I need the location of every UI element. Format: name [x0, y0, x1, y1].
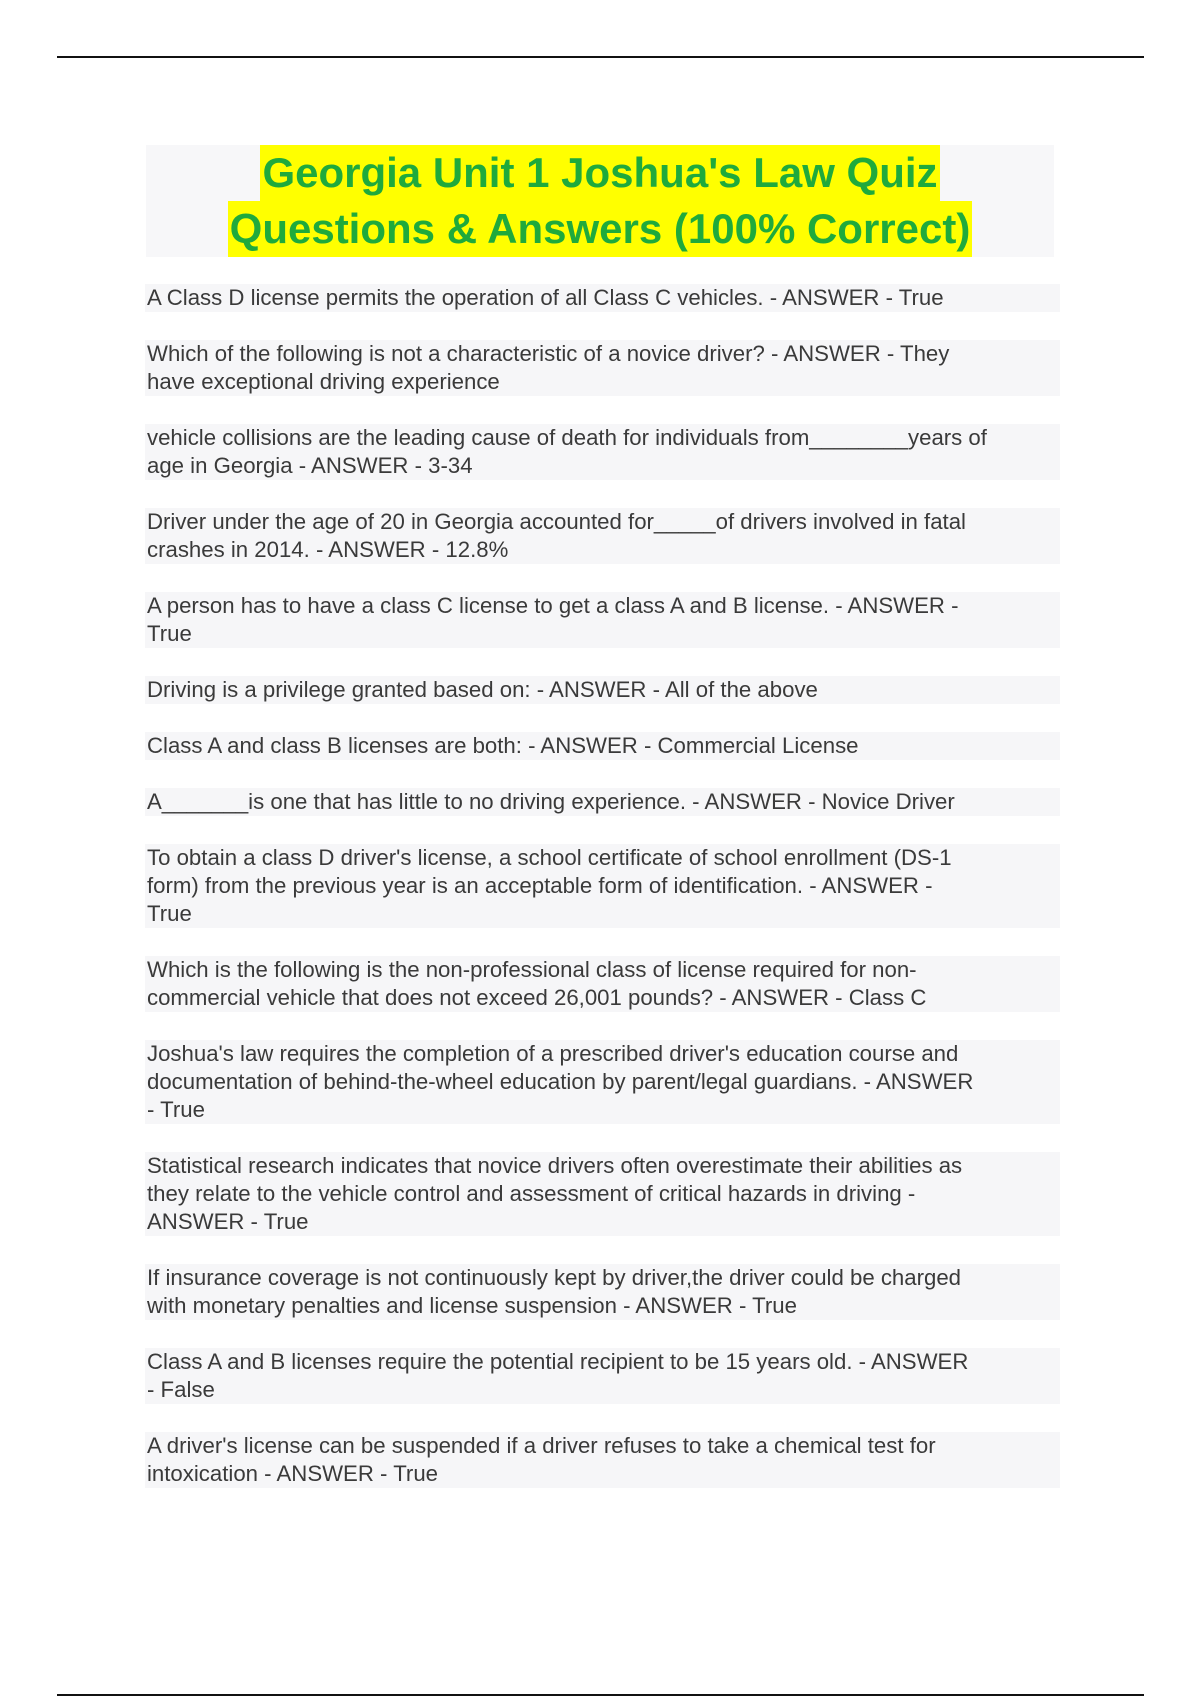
qa-line: vehicle collisions are the leading cause of death for individuals from________years of — [147, 425, 987, 450]
qa-line: intoxication - ANSWER - True — [147, 1461, 438, 1486]
qa-line: Statistical research indicates that novice drivers often overestimate their abilities as — [147, 1153, 963, 1178]
qa-line: crashes in 2014. - ANSWER - 12.8% — [147, 537, 509, 562]
qa-line: age in Georgia - ANSWER - 3-34 — [147, 453, 473, 478]
qa-item — [145, 732, 1060, 760]
qa-item — [145, 956, 1060, 1012]
qa-list — [145, 284, 1060, 1516]
qa-item — [145, 508, 1060, 564]
qa-line: form) from the previous year is an acceptable form of identification. - ANSWER - — [147, 873, 933, 898]
title-line-1: Georgia Unit 1 Joshua's Law Quiz — [260, 145, 939, 201]
qa-line: Which is the following is the non-professional class of license required for non- — [147, 957, 917, 982]
qa-item — [145, 1264, 1060, 1320]
qa-item — [145, 1040, 1060, 1124]
qa-line: with monetary penalties and license suspension - ANSWER - True — [147, 1293, 797, 1318]
qa-item — [145, 844, 1060, 928]
qa-line: To obtain a class D driver's license, a school certificate of school enrollment (DS-1 — [147, 845, 952, 870]
qa-line: - True — [147, 1097, 205, 1122]
qa-item — [145, 284, 1060, 312]
qa-line: True — [147, 901, 192, 926]
qa-line: True — [147, 621, 192, 646]
qa-item — [145, 788, 1060, 816]
qa-line: documentation of behind-the-wheel education by parent/legal guardians. - ANSWER — [147, 1069, 974, 1094]
qa-line: Driver under the age of 20 in Georgia accounted for_____of drivers involved in fatal — [147, 509, 966, 534]
qa-line: have exceptional driving experience — [147, 369, 500, 394]
qa-item — [145, 592, 1060, 648]
top-rule — [57, 56, 1144, 58]
qa-line: Which of the following is not a characteristic of a novice driver? - ANSWER - They — [147, 341, 950, 366]
qa-item — [145, 340, 1060, 396]
qa-item — [145, 1432, 1060, 1488]
bottom-rule — [57, 1694, 1144, 1696]
qa-item — [145, 1348, 1060, 1404]
qa-line: they relate to the vehicle control and assessment of critical hazards in driving - — [147, 1181, 916, 1206]
qa-line: Joshua's law requires the completion of a prescribed driver's education course and — [147, 1041, 959, 1066]
document-title — [146, 145, 1054, 257]
qa-line: ANSWER - True — [147, 1209, 309, 1234]
title-line-2: Questions & Answers (100% Correct) — [228, 201, 973, 257]
qa-line: A person has to have a class C license to get a class A and B license. - ANSWER - — [147, 593, 959, 618]
qa-line: If insurance coverage is not continuously kept by driver,the driver could be charged — [147, 1265, 962, 1290]
qa-line: A Class D license permits the operation of all Class C vehicles. - ANSWER - True — [147, 285, 944, 310]
qa-line: Class A and B licenses require the potential recipient to be 15 years old. - ANSWER — [147, 1349, 969, 1374]
qa-item — [145, 1152, 1060, 1236]
qa-item — [145, 676, 1060, 704]
qa-line: Class A and class B licenses are both: - ANSWER - Commercial License — [147, 733, 859, 758]
qa-line: commercial vehicle that does not exceed 26,001 pounds? - ANSWER - Class C — [147, 985, 927, 1010]
qa-item — [145, 424, 1060, 480]
qa-line: Driving is a privilege granted based on: - ANSWER - All of the above — [147, 677, 818, 702]
qa-line: A driver's license can be suspended if a driver refuses to take a chemical test for — [147, 1433, 936, 1458]
qa-line: - False — [147, 1377, 215, 1402]
qa-line: A_______is one that has little to no driving experience. - ANSWER - Novice Driver — [147, 789, 955, 814]
